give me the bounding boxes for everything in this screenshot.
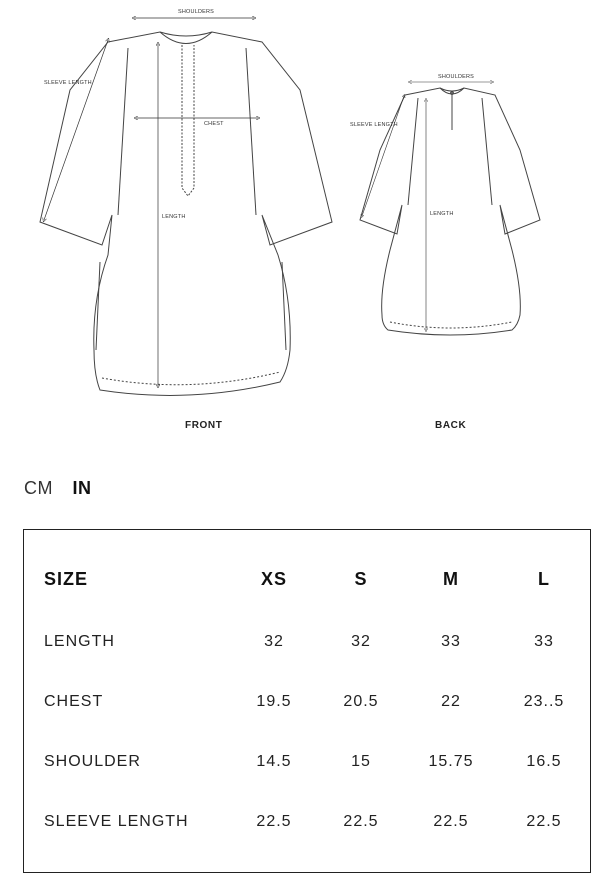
size-header-row (24, 564, 590, 594)
table-cell: 16.5 (526, 753, 562, 770)
row-label: LENGTH (44, 633, 115, 650)
back-sleeve-length-label: SLEEVE LENGTH (350, 122, 398, 128)
table-cell: 23..5 (523, 693, 565, 710)
row-label: SHOULDER (44, 753, 141, 770)
table-cell: 20.5 (343, 693, 379, 710)
table-cell: 15.75 (428, 753, 474, 770)
table-cell: 32 (264, 633, 284, 650)
front-sleeve-length-label: SLEEVE LENGTH (44, 80, 92, 86)
table-cell: 19.5 (256, 693, 292, 710)
size-xs-header: XS (260, 569, 287, 589)
back-length-label: LENGTH (430, 211, 454, 217)
unit-toggle (24, 478, 106, 499)
front-view-label: FRONT (185, 420, 223, 431)
front-length-label: LENGTH (162, 214, 186, 220)
back-view-label: BACK (435, 420, 467, 431)
front-chest-label: CHEST (204, 121, 224, 127)
table-cell: 14.5 (256, 753, 292, 770)
row-label: CHEST (44, 693, 104, 710)
unit-cm-button[interactable]: CM (24, 478, 53, 498)
size-l-header: L (538, 569, 550, 589)
table-row-length (24, 627, 590, 657)
table-cell: 22.5 (433, 813, 469, 830)
table-cell: 22 (441, 693, 461, 710)
table-cell: 33 (534, 633, 554, 650)
table-cell: 15 (351, 753, 371, 770)
back-shoulders-label: SHOULDERS (438, 74, 475, 80)
front-garment (40, 32, 332, 395)
row-label: SLEEVE LENGTH (44, 813, 189, 830)
size-header-label: SIZE (44, 569, 89, 589)
table-cell: 22.5 (343, 813, 379, 830)
size-s-header: S (354, 569, 368, 589)
size-chart-table (23, 529, 591, 873)
front-shoulders-label: SHOULDERS (178, 9, 215, 15)
table-cell: 22.5 (526, 813, 562, 830)
table-row-chest (24, 687, 590, 717)
table-cell: 32 (351, 633, 371, 650)
table-cell: 22.5 (256, 813, 292, 830)
size-m-header: M (443, 569, 459, 589)
table-row-shoulder (24, 747, 590, 777)
table-cell: 33 (441, 633, 461, 650)
unit-in-button[interactable]: IN (72, 478, 92, 498)
table-row-sleeve-length (24, 807, 590, 837)
